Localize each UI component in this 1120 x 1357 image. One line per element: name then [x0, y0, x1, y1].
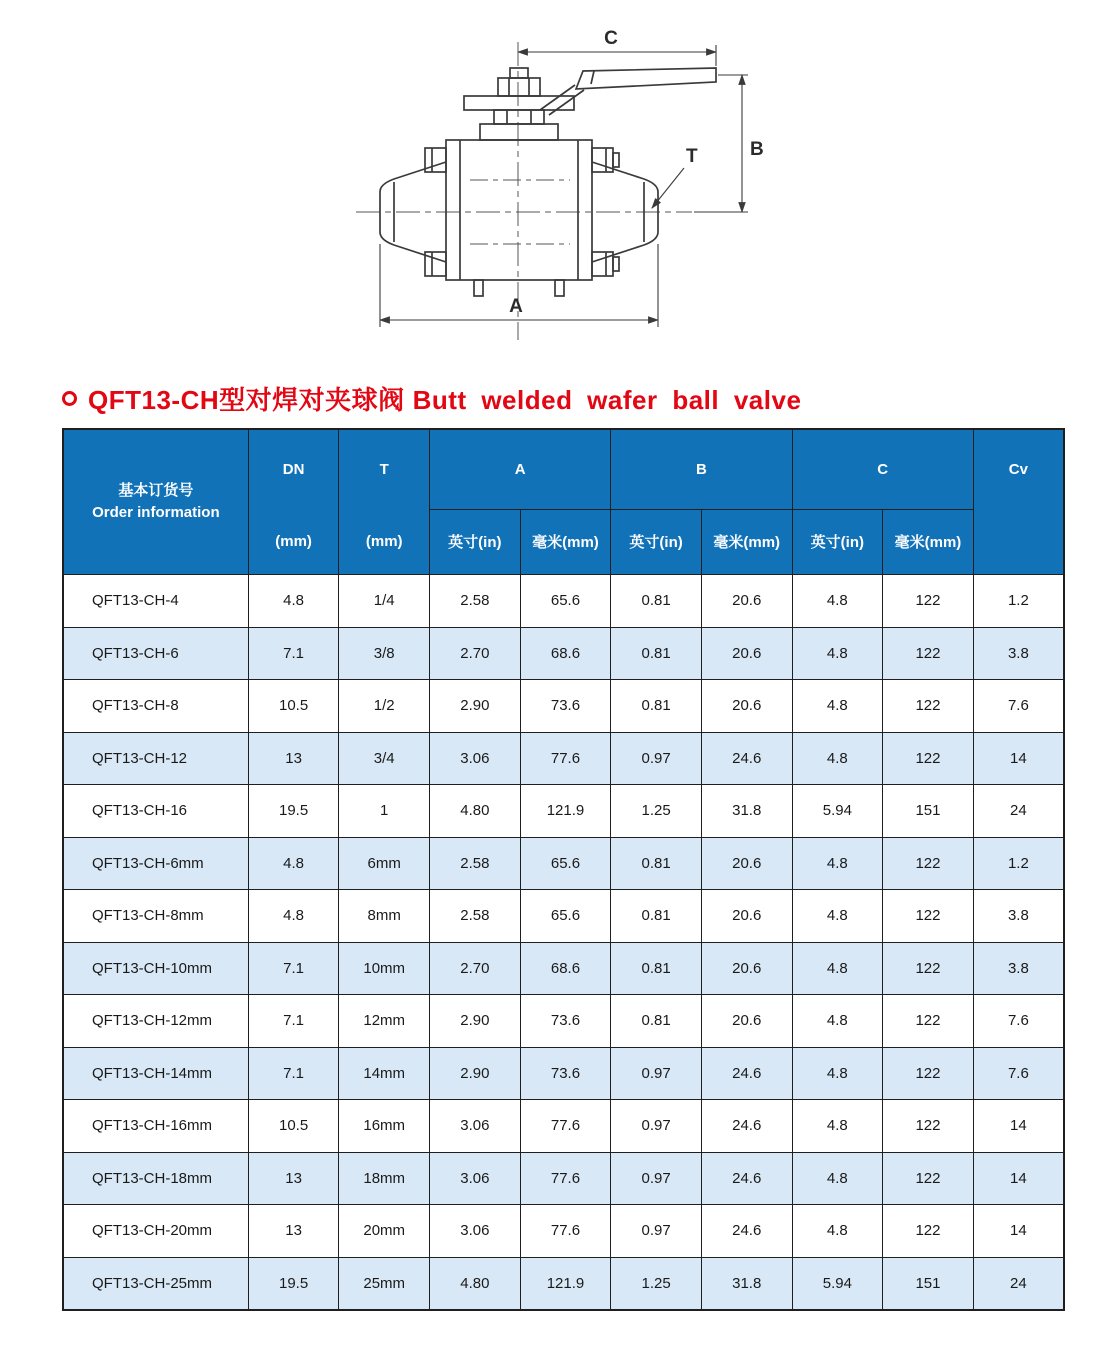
value-cell: 121.9 [520, 1257, 611, 1310]
value-cell: 65.6 [520, 890, 611, 943]
value-cell: 0.81 [611, 680, 702, 733]
value-cell: 65.6 [520, 837, 611, 890]
col-header-c: C [792, 429, 973, 509]
model-cell: QFT13-CH-4 [63, 575, 248, 628]
value-cell: 4.8 [792, 732, 883, 785]
model-cell: QFT13-CH-16 [63, 785, 248, 838]
value-cell: 14mm [339, 1047, 430, 1100]
value-cell: 14 [973, 1152, 1064, 1205]
value-cell: 3.8 [973, 890, 1064, 943]
value-cell: 0.97 [611, 1047, 702, 1100]
model-cell: QFT13-CH-14mm [63, 1047, 248, 1100]
table-row [63, 1152, 1064, 1205]
value-cell: 0.97 [611, 732, 702, 785]
value-cell: 5.94 [792, 785, 883, 838]
table-row [63, 1257, 1064, 1310]
value-cell: 20.6 [701, 627, 792, 680]
value-cell: 1 [339, 785, 430, 838]
value-cell: 2.90 [430, 995, 521, 1048]
value-cell: 20.6 [701, 942, 792, 995]
value-cell: 77.6 [520, 1205, 611, 1258]
model-cell: QFT13-CH-12 [63, 732, 248, 785]
value-cell: 4.8 [792, 1152, 883, 1205]
value-cell: 77.6 [520, 1100, 611, 1153]
value-cell: 24.6 [701, 732, 792, 785]
dim-label-t: T [686, 146, 698, 167]
col-header-dn: DN (mm) [248, 429, 339, 575]
value-cell: 2.58 [430, 837, 521, 890]
dim-label-b: B [750, 139, 764, 160]
subheader-a-inch: 英寸(in) [430, 509, 521, 574]
value-cell: 7.1 [248, 1047, 339, 1100]
value-cell: 3.06 [430, 1100, 521, 1153]
model-cell: QFT13-CH-6 [63, 627, 248, 680]
value-cell: 122 [883, 1100, 974, 1153]
value-cell: 13 [248, 1205, 339, 1258]
value-cell: 1.2 [973, 575, 1064, 628]
model-cell: QFT13-CH-10mm [63, 942, 248, 995]
value-cell: 1/4 [339, 575, 430, 628]
table-row [63, 837, 1064, 890]
value-cell: 121.9 [520, 785, 611, 838]
value-cell: 7.1 [248, 627, 339, 680]
col-header-order-info [63, 429, 248, 575]
model-cell: QFT13-CH-6mm [63, 837, 248, 890]
value-cell: 12mm [339, 995, 430, 1048]
value-cell: 5.94 [792, 1257, 883, 1310]
value-cell: 13 [248, 732, 339, 785]
table-row [63, 942, 1064, 995]
section-title-text [88, 380, 801, 417]
value-cell: 31.8 [701, 1257, 792, 1310]
value-cell: 4.8 [792, 1047, 883, 1100]
value-cell: 4.8 [792, 1205, 883, 1258]
value-cell: 3.06 [430, 1205, 521, 1258]
value-cell: 20.6 [701, 837, 792, 890]
value-cell: 3.8 [973, 627, 1064, 680]
spec-table-head [63, 429, 1064, 575]
value-cell: 0.97 [611, 1205, 702, 1258]
value-cell: 10mm [339, 942, 430, 995]
value-cell: 0.81 [611, 837, 702, 890]
col-header-b: B [611, 429, 792, 509]
value-cell: 4.8 [248, 837, 339, 890]
spec-table-body [63, 575, 1064, 1310]
value-cell: 2.58 [430, 890, 521, 943]
value-cell: 3/8 [339, 627, 430, 680]
value-cell: 14 [973, 1100, 1064, 1153]
value-cell: 2.70 [430, 627, 521, 680]
value-cell: 4.80 [430, 1257, 521, 1310]
table-row [63, 785, 1064, 838]
col-header-t: T (mm) [339, 429, 430, 575]
subheader-c-mm: 毫米(mm) [883, 509, 974, 574]
value-cell: 0.81 [611, 995, 702, 1048]
value-cell: 0.81 [611, 627, 702, 680]
table-row [63, 680, 1064, 733]
value-cell: 14 [973, 732, 1064, 785]
value-cell: 4.8 [248, 890, 339, 943]
value-cell: 122 [883, 890, 974, 943]
subheader-a-mm: 毫米(mm) [520, 509, 611, 574]
value-cell: 3.06 [430, 732, 521, 785]
col-header-cv: Cv [973, 429, 1064, 575]
table-row [63, 995, 1064, 1048]
value-cell: 122 [883, 837, 974, 890]
value-cell: 2.90 [430, 1047, 521, 1100]
value-cell: 3.8 [973, 942, 1064, 995]
subheader-c-inch: 英寸(in) [792, 509, 883, 574]
value-cell: 122 [883, 732, 974, 785]
value-cell: 24.6 [701, 1047, 792, 1100]
subheader-b-mm: 毫米(mm) [701, 509, 792, 574]
value-cell: 24.6 [701, 1205, 792, 1258]
value-cell: 0.97 [611, 1152, 702, 1205]
value-cell: 77.6 [520, 732, 611, 785]
value-cell: 7.6 [973, 680, 1064, 733]
value-cell: 31.8 [701, 785, 792, 838]
value-cell: 13 [248, 1152, 339, 1205]
value-cell: 14 [973, 1205, 1064, 1258]
value-cell: 0.81 [611, 575, 702, 628]
model-cell: QFT13-CH-12mm [63, 995, 248, 1048]
value-cell: 19.5 [248, 785, 339, 838]
table-row [63, 890, 1064, 943]
value-cell: 68.6 [520, 627, 611, 680]
model-cell: QFT13-CH-8mm [63, 890, 248, 943]
table-row [63, 627, 1064, 680]
value-cell: 25mm [339, 1257, 430, 1310]
col-header-a: A [430, 429, 611, 509]
value-cell: 4.80 [430, 785, 521, 838]
value-cell: 1.25 [611, 1257, 702, 1310]
value-cell: 151 [883, 785, 974, 838]
valve-drawing-svg [328, 12, 798, 364]
subheader-b-inch: 英寸(in) [611, 509, 702, 574]
model-cell: QFT13-CH-25mm [63, 1257, 248, 1310]
value-cell: 73.6 [520, 680, 611, 733]
value-cell: 24.6 [701, 1152, 792, 1205]
value-cell: 122 [883, 995, 974, 1048]
valve-technical-drawing [328, 12, 798, 364]
model-cell: QFT13-CH-8 [63, 680, 248, 733]
value-cell: 24.6 [701, 1100, 792, 1153]
value-cell: 16mm [339, 1100, 430, 1153]
value-cell: 3.06 [430, 1152, 521, 1205]
value-cell: 0.97 [611, 1100, 702, 1153]
value-cell: 4.8 [792, 890, 883, 943]
value-cell: 73.6 [520, 1047, 611, 1100]
value-cell: 122 [883, 942, 974, 995]
value-cell: 122 [883, 1152, 974, 1205]
value-cell: 122 [883, 680, 974, 733]
value-cell: 2.90 [430, 680, 521, 733]
model-cell: QFT13-CH-20mm [63, 1205, 248, 1258]
value-cell: 4.8 [248, 575, 339, 628]
value-cell: 24 [973, 785, 1064, 838]
table-row [63, 732, 1064, 785]
value-cell: 122 [883, 1047, 974, 1100]
value-cell: 20.6 [701, 680, 792, 733]
value-cell: 20mm [339, 1205, 430, 1258]
order-info-zh: 基本订货号 [118, 482, 194, 500]
table-row [63, 1047, 1064, 1100]
value-cell: 1.2 [973, 837, 1064, 890]
centerlines [356, 42, 692, 340]
value-cell: 4.8 [792, 1100, 883, 1153]
value-cell: 2.70 [430, 942, 521, 995]
value-cell: 4.8 [792, 680, 883, 733]
dim-label-a: A [509, 296, 523, 317]
model-cell: QFT13-CH-18mm [63, 1152, 248, 1205]
value-cell: 151 [883, 1257, 974, 1310]
value-cell: 6mm [339, 837, 430, 890]
value-cell: 4.8 [792, 837, 883, 890]
value-cell: 20.6 [701, 995, 792, 1048]
value-cell: 20.6 [701, 890, 792, 943]
value-cell: 7.1 [248, 995, 339, 1048]
value-cell: 4.8 [792, 942, 883, 995]
value-cell: 122 [883, 627, 974, 680]
section-title [62, 380, 1120, 417]
value-cell: 122 [883, 1205, 974, 1258]
dim-label-c: C [604, 28, 618, 49]
value-cell: 4.8 [792, 995, 883, 1048]
value-cell: 10.5 [248, 1100, 339, 1153]
header-row-top [63, 429, 1064, 509]
value-cell: 20.6 [701, 575, 792, 628]
value-cell: 18mm [339, 1152, 430, 1205]
circle-bullet-icon [62, 391, 77, 406]
model-cell: QFT13-CH-16mm [63, 1100, 248, 1153]
valve-body [380, 68, 716, 296]
table-row [63, 1205, 1064, 1258]
value-cell: 8mm [339, 890, 430, 943]
section-title-zh: QFT13-CH型对焊对夹球阀 [88, 385, 405, 415]
order-info-en: Order information [92, 504, 220, 521]
value-cell: 65.6 [520, 575, 611, 628]
value-cell: 68.6 [520, 942, 611, 995]
section-title-en: Butt welded wafer ball valve [412, 385, 802, 415]
value-cell: 4.8 [792, 627, 883, 680]
value-cell: 2.58 [430, 575, 521, 628]
value-cell: 73.6 [520, 995, 611, 1048]
value-cell: 24 [973, 1257, 1064, 1310]
value-cell: 0.81 [611, 890, 702, 943]
value-cell: 19.5 [248, 1257, 339, 1310]
value-cell: 1/2 [339, 680, 430, 733]
table-row [63, 1100, 1064, 1153]
value-cell: 77.6 [520, 1152, 611, 1205]
table-row [63, 575, 1064, 628]
value-cell: 7.6 [973, 1047, 1064, 1100]
value-cell: 3/4 [339, 732, 430, 785]
value-cell: 1.25 [611, 785, 702, 838]
value-cell: 7.1 [248, 942, 339, 995]
value-cell: 4.8 [792, 575, 883, 628]
spec-table [62, 428, 1065, 1311]
value-cell: 7.6 [973, 995, 1064, 1048]
value-cell: 122 [883, 575, 974, 628]
value-cell: 10.5 [248, 680, 339, 733]
value-cell: 0.81 [611, 942, 702, 995]
